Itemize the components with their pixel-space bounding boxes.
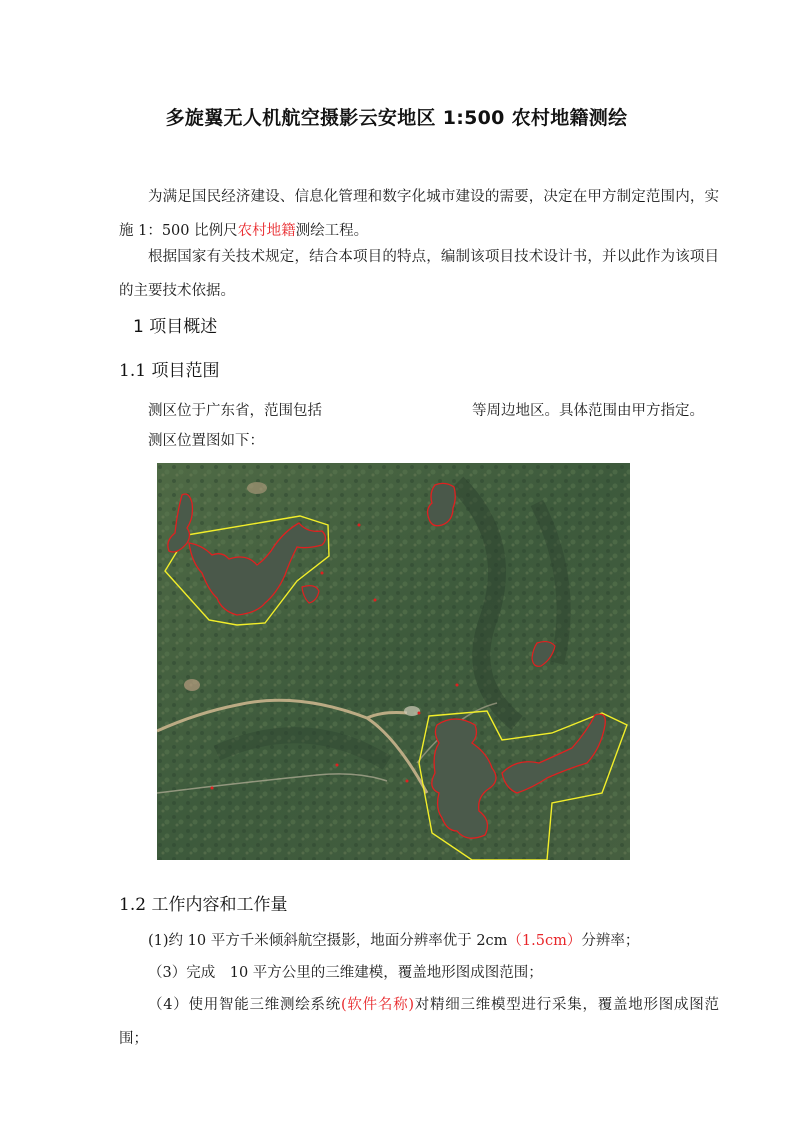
scope-text-end: 等周边地区。具体范围由甲方指定。 (472, 403, 704, 419)
section-title: 项目范围 (151, 361, 220, 381)
highlight-software-name: (软件名称) (340, 997, 415, 1013)
highlight-rural-cadastre: 农村地籍 (237, 223, 296, 239)
work-item-1 (148, 924, 728, 958)
highlight-resolution: （1.5cm） (507, 933, 582, 949)
intro-paragraph-1 (119, 180, 719, 248)
section-number: 1.1 (119, 361, 147, 381)
work-item-1-end: 分辨率； (581, 933, 640, 949)
work-item-3: （3）完成 10 平方公里的三维建模，覆盖地形图成图范围； (148, 965, 543, 981)
work-item-4 (119, 988, 719, 1056)
intro-paragraph-2: 根据国家有关技术规定，结合本项目的特点，编制该项目技术设计书，并以此作为该项目的主要技术依据。 (119, 249, 719, 299)
section-heading-1-2 (119, 890, 287, 915)
document-title: 多旋翼无人机航空摄影云安地区 1:500 农村地籍测绘 (165, 107, 628, 129)
work-item-4-text: （4）使用智能三维测绘系统 (148, 997, 341, 1013)
scope-paragraph (119, 394, 719, 428)
work-item-1-text: (1)约 10 平方千米倾斜航空摄影，地面分辨率优于 2cm (148, 933, 508, 949)
section-title: 工作内容和工作量 (151, 895, 288, 915)
scope-text-start: 测区位于广东省，范围包括 (148, 403, 322, 419)
section-number: 1.2 (119, 895, 147, 915)
section-heading-1-1 (119, 356, 219, 381)
work-item-4-end: 对精细三维模型进行采集，覆盖地形图成图范围； (119, 997, 719, 1047)
section-heading-1: 1 项目概述 (133, 317, 218, 337)
intro-p1-end: 测绘工程。 (295, 223, 369, 239)
intro-p1-text: 为满足国民经济建设、信息化管理和数字化城市建设的需要，决定在甲方制定范围内，实施 1：500 比例尺 (119, 189, 719, 239)
figure-intro: 测区位置图如下： (148, 433, 264, 449)
survey-area-satellite-map (157, 463, 630, 860)
